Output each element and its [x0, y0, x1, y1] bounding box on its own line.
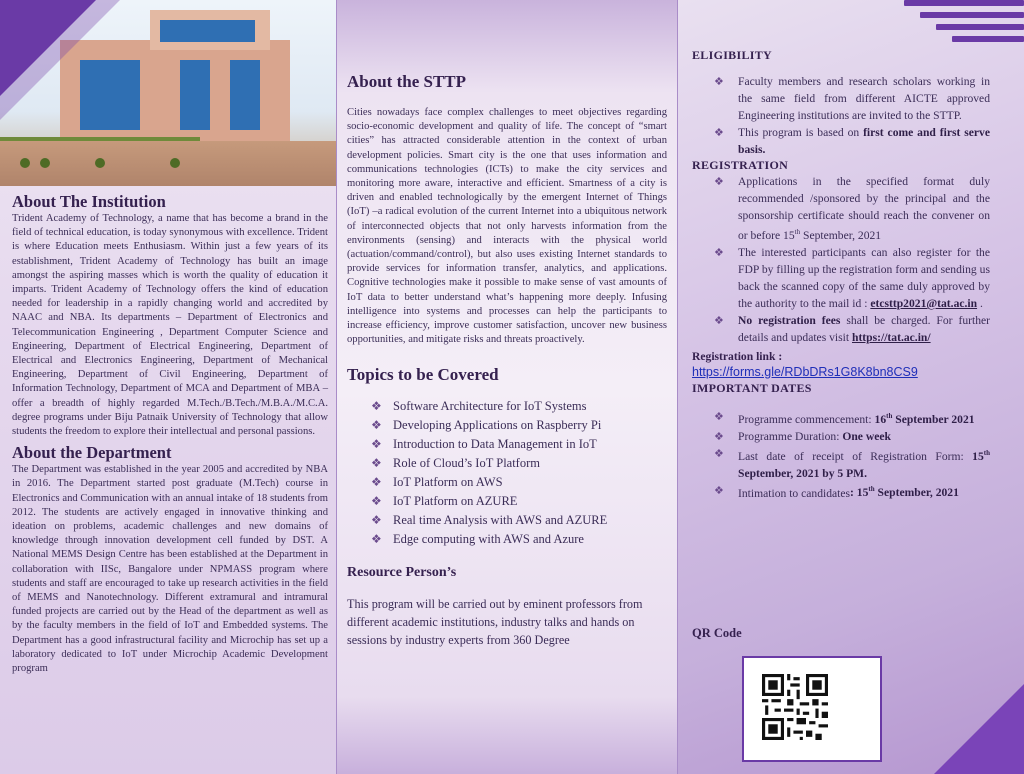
diamond-bullet-icon: ❖ [714, 126, 724, 139]
bush [95, 158, 105, 168]
glass-facade [180, 60, 210, 130]
registration-form-link[interactable]: https://forms.gle/RDbDRs1G8K8bn8CS9 [692, 364, 918, 379]
registration-link-label: Registration link : [692, 349, 783, 363]
topic-item: ❖ IoT Platform on AWS [371, 473, 667, 492]
topic-item: ❖ Real time Analysis with AWS and AZURE [371, 511, 667, 530]
eligibility-heading: ELIGIBILITY [692, 48, 772, 62]
topic-item: ❖ Role of Cloud’s IoT Platform [371, 454, 667, 473]
website-link[interactable]: https://tat.ac.in/ [852, 330, 931, 344]
resource-text: This program will be carried out by eminent professors from different academic institutions, industry talks and hands on sessions by industry experts from 360 Degree [347, 597, 643, 648]
sttp-heading: About the STTP [347, 72, 467, 91]
diamond-bullet-icon: ❖ [371, 418, 382, 433]
dates-list [692, 408, 990, 502]
topic-item: ❖ IoT Platform on AZURE [371, 492, 667, 511]
eligibility-list [692, 73, 990, 158]
diamond-bullet-icon: ❖ [371, 494, 382, 509]
diamond-bullet-icon: ❖ [714, 409, 724, 423]
diamond-bullet-icon: ❖ [371, 437, 382, 452]
glass-facade [230, 60, 260, 130]
topics-list [347, 397, 667, 549]
corner-decoration [0, 0, 96, 96]
qr-code-graphic [762, 674, 828, 740]
corner-decoration [934, 684, 1024, 774]
resource-heading: Resource Person’s [347, 565, 457, 581]
diamond-bullet-icon: ❖ [371, 532, 382, 547]
topic-item: ❖ Edge computing with AWS and Azure [371, 530, 667, 549]
diamond-bullet-icon: ❖ [714, 429, 724, 443]
date-item: ❖ Last date of receipt of Registration Form: 15th September, 2021 by 5 PM. [714, 446, 990, 480]
road [0, 141, 336, 186]
diamond-bullet-icon: ❖ [714, 75, 724, 88]
eligibility-item: ❖ This program is based on first come and first serve basis. [714, 126, 991, 156]
date-item: ❖ Intimation to candidates: 15th September, 2021 [714, 483, 959, 500]
registration-item: ❖ The interested participants can also register for the FDP by filling up the registration form and sending us back the scanned copy of the same duly approved by the authority to the mail id : etcsttp2021@tat.ac.in . [714, 245, 990, 310]
bush [40, 158, 50, 168]
important-dates-heading: IMPORTANT DATES [692, 380, 812, 395]
registration-item: ❖ No registration fees shall be charged. For further details and updates visit https://tat.ac.in/ [714, 313, 991, 344]
left-text-box [0, 186, 336, 774]
diamond-bullet-icon: ❖ [714, 446, 724, 460]
topic-item: ❖ Introduction to Data Management in IoT [371, 435, 667, 454]
sttp-text: Cities nowadays face complex challenges to meet objectives regarding socio-economic development and quality of life. The concept of “smart cities” has attracted considerable attention in the context of urban development policies. Smart city is the one that uses information and communications technologies (ICTs) to make the city services and monitoring more aware, interactive and efficient. Smartness of a city is driven and enabled technologically by the emergent Internet of Things (IoT) –a radical evolution of the current Internet into a ubiquitous network of interconnected objects that not only harvests information from the environments (sensing) and interacts with the physical world (actuation/command/control), but also uses existing Internet standards to provide services for information transfer, analytics, and applications. Cognitive technologies make it possible to make sense of vast amounts of IoT data to better understand what’s happening more deeply. Infusing intelligence into systems and processes can help the participants to increase efficiency, improve customer satisfaction, uncover new business opportunities, and mitigate risks and threats proactively. [347, 107, 667, 346]
institution-heading: About The Institution [12, 192, 166, 211]
institution-text: Trident Academy of Technology, a name that has become a brand in the field of technical education, is today synonymous with excellence. Trident is where Education meets Enthusiasm. Within just a few years of its establishment, Trident Academy of Technology has built an image amongst the aspiring masses which is worth the quality of education it imparts. Trident Academy of Technology offers the kind of education needed for leadership in a rapidly changing world and accredited by NAAC and NBA. Its departments – Department of Electronics and Telecommunication Engineering , Department Computer Science and Engineering, Department of Electrical Engineering, Department of Electrical and Electronics Engineering, Department of Mechanical Engineering, Department of Civil Engineering, Department of Information Technology, Department of MCA and Department of MBA – offer a breadth of highly regarded M.Tech./B.Tech./M.B.A./M.C.A. degree programs under Biju Patnaik University of Technology that allow students the freedom to explore their intellectual and personal passions. [12, 213, 328, 438]
left-panel [0, 0, 336, 774]
topic-item: ❖ Developing Applications on Raspberry Pi [371, 416, 667, 435]
topic-item: ❖ Software Architecture for IoT Systems [371, 397, 667, 416]
topics-heading: Topics to be Covered [347, 365, 499, 385]
bush [170, 158, 180, 168]
glass-facade [160, 20, 255, 42]
registration-list [692, 173, 990, 346]
diamond-bullet-icon: ❖ [371, 475, 382, 490]
department-heading: About the Department [12, 443, 172, 463]
middle-text-box [347, 72, 667, 649]
date-item: ❖ Programme commencement: 16th September 2021 [714, 409, 975, 426]
qr-code-icon[interactable] [762, 674, 828, 740]
qr-heading: QR Code [692, 626, 742, 640]
diamond-bullet-icon: ❖ [714, 175, 724, 188]
diamond-bullet-icon: ❖ [714, 483, 724, 497]
date-item: ❖ Programme Duration: One week [714, 429, 891, 443]
right-text-box [692, 48, 990, 501]
diamond-bullet-icon: ❖ [371, 456, 382, 471]
bush [20, 158, 30, 168]
registration-item: ❖ Applications in the specified format duly recommended /sponsored by the principal and the sponsorship certificate should reach the convener on or before 15th September, 2021 [714, 175, 990, 242]
diamond-bullet-icon: ❖ [714, 245, 724, 259]
stripe-decoration [904, 0, 1024, 48]
registration-heading: REGISTRATION [692, 158, 789, 172]
diamond-bullet-icon: ❖ [371, 513, 382, 528]
department-text: The Department was established in the year 2005 and accredited by NBA in 2016. The Department started post graduate (M.Tech) course in Electronics and Communication with an annual intake of 18 students from 2012. The students are actively engaged in innovative thinking and ideation on problems, academic challenges and new domains of knowledge through innovation development cell funded by DST. A National MEMS Design Centre has been established at the Department in collaboration with IISc, Bangalore under NPMASS program where students and staff are encouraged to take up research activities in the field of MEMS and Nanotechnology. Different extramural and intramural funded projects are carried out by the Head of the department as well as by the faculty members in the field of IoT and Embedded systems. The Department has a good infrastructural facility and Microchip has set up a laboratory dedicated to IoT under Microchip Academic Development program [12, 464, 328, 675]
eligibility-item: ❖ Faculty members and research scholars working in the same field from different AICTE approved Engineering institutions are invited to the STTP. [714, 75, 990, 122]
middle-panel [336, 0, 678, 774]
diamond-bullet-icon: ❖ [371, 399, 382, 414]
email-link[interactable]: etcsttp2021@tat.ac.in [870, 296, 978, 310]
diamond-bullet-icon: ❖ [714, 313, 724, 327]
